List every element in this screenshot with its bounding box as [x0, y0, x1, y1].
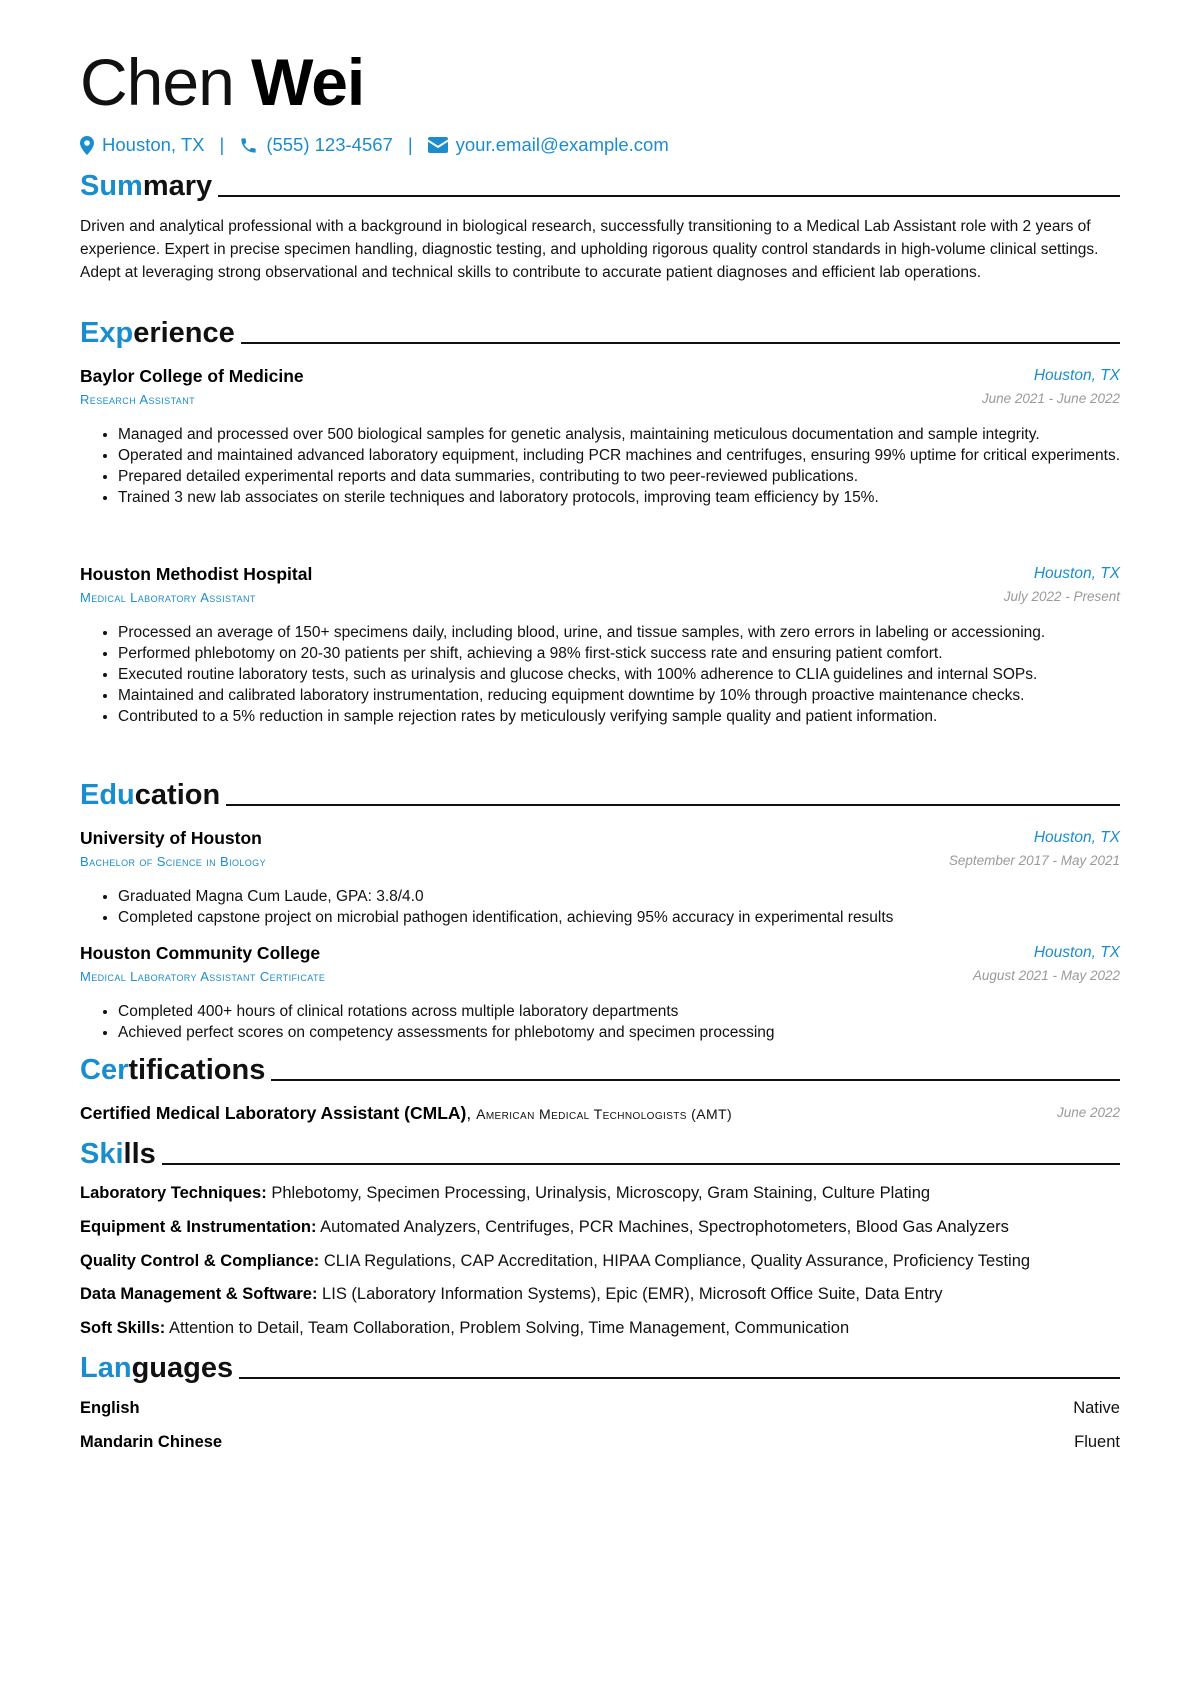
- education-dates: September 2017 - May 2021: [948, 853, 1120, 868]
- summary-heading: [80, 168, 1120, 204]
- first-name: Chen: [80, 45, 234, 119]
- experience-role: Research Assistant: [80, 392, 196, 407]
- experience-role: Medical Laboratory Assistant: [80, 590, 256, 605]
- experience-bullets: [100, 622, 1128, 727]
- skill-row: Equipment & Instrumentation: Automated Analyzers, Centrifuges, PCR Machines, Spectrophotometers, Blood Gas Analyzers: [80, 1218, 1009, 1236]
- language-level: Native: [1073, 1399, 1120, 1417]
- list-item: • Performed phlebotomy on 20-30 patients per shift, achieving a 98% first-stick success rate and ensuring patient comfort.: [118, 643, 1128, 664]
- language-name: Mandarin Chinese: [80, 1433, 223, 1451]
- summary-text: Driven and analytical professional with a background in biological research, successfully transitioning to a Medical Lab Assistant role with 2 years of experience. Expert in precise specimen handling, diagnostic testing, and upholding rigorous quality control standards in high-volume clinical settings. Adept at leveraging strong observational and technical skills to contribute to accurate patient diagnoses and efficient lab operations.: [80, 218, 1099, 281]
- email-link[interactable]: your.email@example.com: [455, 134, 669, 155]
- section-title: Summary: [80, 170, 213, 202]
- list-item: • Processed an average of 150+ specimens daily, including blood, urine, and tissue samples, with zero errors in labeling or accessioning.: [118, 622, 1128, 643]
- education-bullets: [100, 1001, 1128, 1043]
- list-item: • Trained 3 new lab associates on sterile techniques and laboratory protocols, improving team efficiency by 15%.: [118, 487, 1128, 508]
- education-dates: August 2021 - May 2022: [972, 968, 1120, 983]
- contact-bar: [80, 134, 669, 156]
- phone-text: (555) 123-4567: [266, 134, 393, 155]
- certification-org: American Medical Technologists (AMT): [476, 1106, 733, 1122]
- education-heading: [80, 777, 1120, 813]
- experience-dates: June 2021 - June 2022: [981, 391, 1120, 406]
- skills-heading: [80, 1136, 1120, 1172]
- skill-row: Data Management & Software: LIS (Laboratory Information Systems), Epic (EMR), Microsoft Office Suite, Data Entry: [80, 1285, 943, 1303]
- skill-row: Laboratory Techniques: Phlebotomy, Specimen Processing, Urinalysis, Microscopy, Gram Staining, Culture Plating: [80, 1184, 931, 1202]
- education-degree: Bachelor of Science in Biology: [80, 854, 266, 869]
- language-row: [80, 1430, 1120, 1454]
- skill-row: Soft Skills: Attention to Detail, Team Collaboration, Problem Solving, Time Management, Communication: [80, 1319, 850, 1337]
- section-rule: [239, 1377, 1120, 1379]
- experience-location: Houston, TX: [1033, 565, 1120, 582]
- candidate-name: [80, 42, 364, 122]
- section-rule: [218, 195, 1120, 197]
- experience-dates: July 2022 - Present: [1003, 589, 1120, 604]
- list-item: • Completed 400+ hours of clinical rotations across multiple laboratory departments: [118, 1001, 1128, 1022]
- last-name: Wei: [251, 45, 365, 119]
- contact-separator: |: [407, 134, 413, 155]
- list-item: • Maintained and calibrated laboratory instrumentation, reducing equipment downtime by 10% through proactive maintenance checks.: [118, 685, 1128, 706]
- section-title: Certifications: [80, 1054, 266, 1086]
- experience-location: Houston, TX: [1033, 367, 1120, 384]
- phone-icon: [239, 136, 258, 155]
- certification-name: Certified Medical Laboratory Assistant (CMLA): [80, 1103, 467, 1123]
- skill-row: Quality Control & Compliance: CLIA Regulations, CAP Accreditation, HIPAA Compliance, Quality Assurance, Proficiency Testing: [80, 1252, 1031, 1270]
- section-title: Education: [80, 779, 221, 811]
- envelope-icon: [428, 137, 448, 153]
- map-marker-icon: [80, 136, 94, 155]
- education-school: University of Houston: [80, 828, 262, 848]
- education-location: Houston, TX: [1033, 829, 1120, 846]
- education-location: Houston, TX: [1033, 944, 1120, 961]
- list-item: • Contributed to a 5% reduction in sample rejection rates by meticulously verifying sample quality and patient information.: [118, 706, 1128, 727]
- certification-item: Certified Medical Laboratory Assistant (CMLA), American Medical Technologists (AMT): [80, 1103, 733, 1123]
- section-rule: [162, 1163, 1120, 1165]
- experience-bullets: [100, 424, 1128, 508]
- experience-heading: [80, 315, 1120, 351]
- section-rule: [226, 804, 1120, 806]
- list-item: • Executed routine laboratory tests, such as urinalysis and glucose checks, with 100% adherence to CLIA guidelines and internal SOPs.: [118, 664, 1128, 685]
- section-title: Skills: [80, 1138, 156, 1170]
- experience-org: Houston Methodist Hospital: [80, 564, 313, 584]
- education-school: Houston Community College: [80, 943, 321, 963]
- list-item: • Achieved perfect scores on competency assessments for phlebotomy and specimen processing: [118, 1022, 1128, 1043]
- education-degree: Medical Laboratory Assistant Certificate: [80, 969, 326, 984]
- certification-date: June 2022: [1056, 1105, 1120, 1120]
- certifications-heading: [80, 1052, 1120, 1088]
- list-item: • Prepared detailed experimental reports and data summaries, contributing to two peer-reviewed publications.: [118, 466, 1128, 487]
- list-item: • Graduated Magna Cum Laude, GPA: 3.8/4.0: [118, 886, 1128, 907]
- section-title: Experience: [80, 317, 235, 349]
- languages-heading: [80, 1350, 1120, 1386]
- list-item: • Operated and maintained advanced laboratory equipment, including PCR machines and centrifuges, ensuring 99% uptime for critical experiments.: [118, 445, 1128, 466]
- list-item: • Managed and processed over 500 biological samples for genetic analysis, maintaining meticulous documentation and sample integrity.: [118, 424, 1128, 445]
- section-title: Languages: [80, 1352, 234, 1384]
- language-level: Fluent: [1074, 1433, 1120, 1451]
- section-rule: [241, 342, 1120, 344]
- list-item: • Completed capstone project on microbial pathogen identification, achieving 95% accuracy in experimental results: [118, 907, 1128, 928]
- language-name: English: [80, 1399, 140, 1417]
- section-rule: [271, 1079, 1120, 1081]
- language-row: [80, 1396, 1120, 1420]
- location-text: Houston, TX: [102, 134, 205, 155]
- experience-org: Baylor College of Medicine: [80, 366, 304, 386]
- education-bullets: [100, 886, 1128, 928]
- contact-separator: |: [219, 134, 225, 155]
